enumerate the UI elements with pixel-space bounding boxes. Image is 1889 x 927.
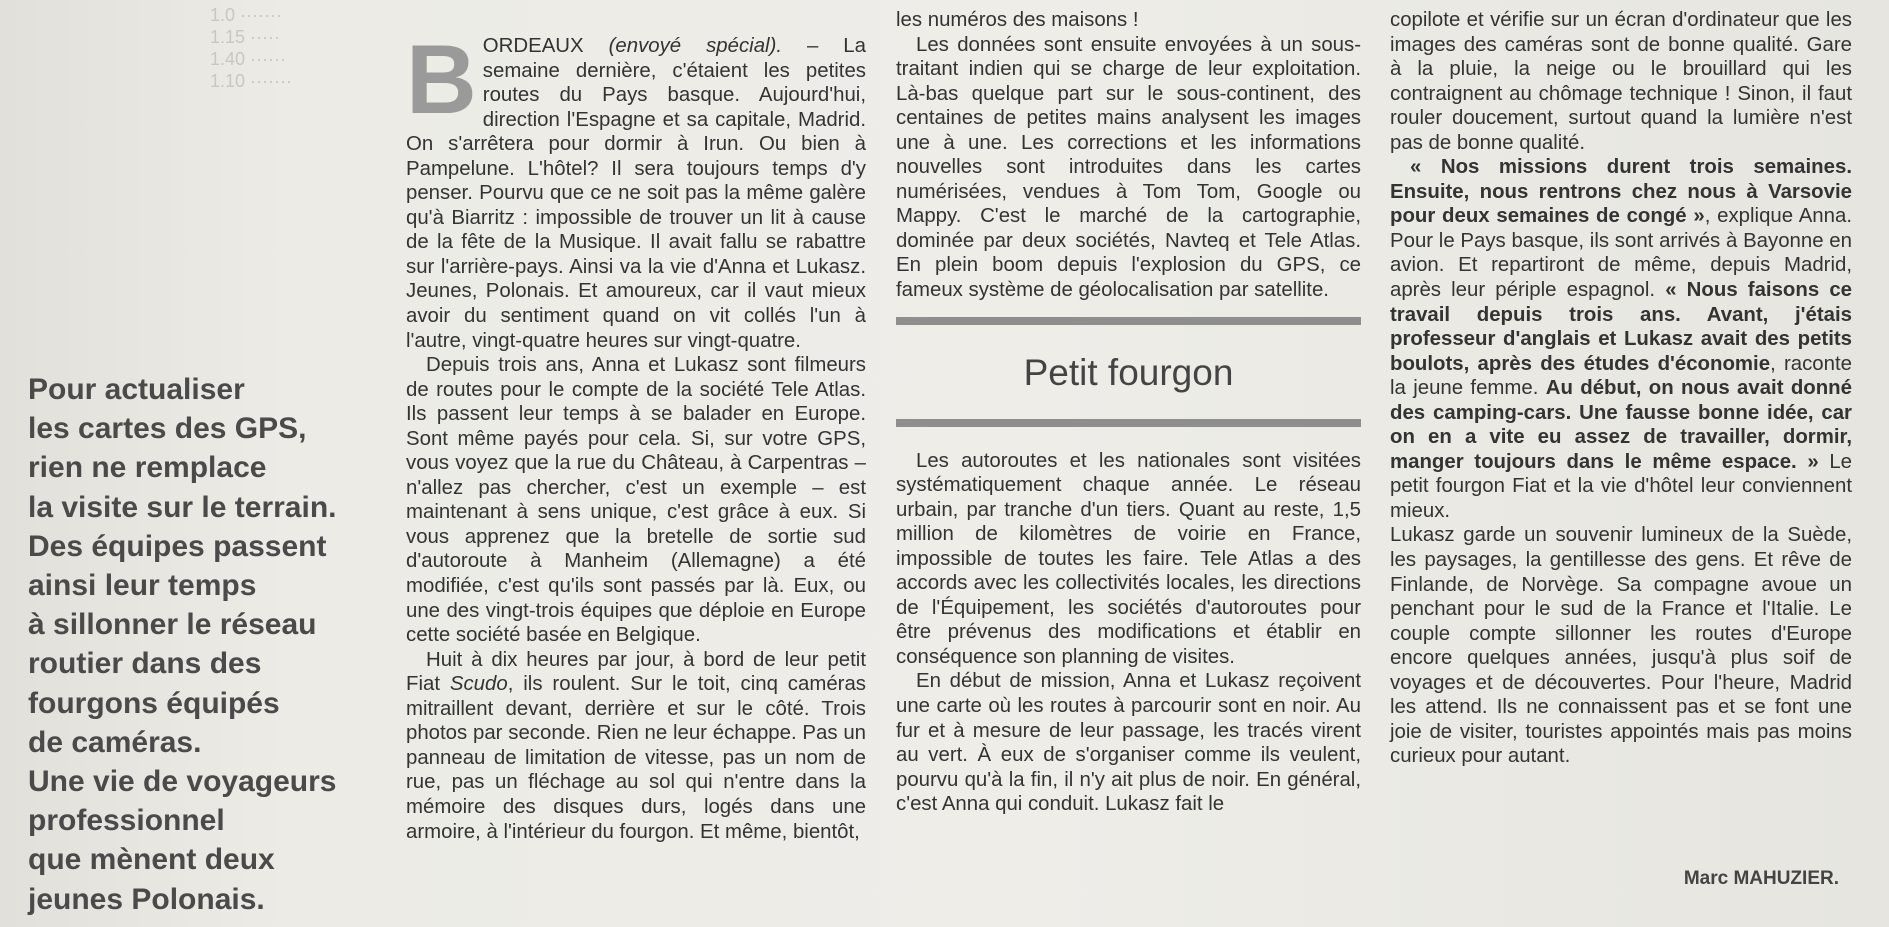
quote: « Nos missions durent trois semaines. Ensuite, nous rentrons chez nous à Varsovie pour deux semaines de congé » <box>1390 156 1852 228</box>
article-column-3 <box>1390 8 1852 769</box>
teaser-line: ainsi leur temps <box>28 569 257 603</box>
subhead-rule-bottom <box>896 419 1361 427</box>
paragraph <box>406 648 866 844</box>
paragraph <box>1390 155 1852 523</box>
dateline: ORDEAUX <box>482 35 584 57</box>
paragraph: les numéros des maisons ! <box>896 9 1139 31</box>
paragraph-text: , raconte la jeune femme. <box>1390 352 1852 400</box>
dateline-note: (envoyé spécial). <box>608 35 783 57</box>
paragraph: copilote et vérifie sur un écran d'ordinateur que les images des caméras sont de bonne qualité. Gare à la pluie, la neige ou le brouillard qui les contraignent au chômage technique ! Sinon, il faut rouler doucement, surtout quand la lumière n'est pas de bonne qualité. <box>1390 9 1852 154</box>
paragraph-text: Le petit fourgon Fiat et la vie d'hôtel leur conviennent mieux. <box>1390 450 1852 522</box>
paragraph: Depuis trois ans, Anna et Lukasz sont filmeurs de routes pour le compte de la société Tele Atlas. Ils passent leur temps à se balader en Europe. Sont même payés pour cela. Si, sur votre GPS, vous voyez que la rue du Château, à Carpentras – n'allez pas chercher, c'est un exemple – est maintenant à sens unique, c'est grâce à eux. Si vous apprenez que la bretelle de sortie sud d'autoroute à Manheim (Allemagne) a été modifiée, c'est qu'ils sont passés par là. Eux, ou une des vingt-trois équipes que déploie en Europe cette société basée en Belgique. <box>406 354 866 647</box>
teaser-line: professionnel <box>28 804 225 838</box>
paragraph: Les données sont ensuite envoyées à un sous-traitant indien qui se charge de leur exploitation. Là-bas quelque part sur le sous-continent, des centaines de petites mains analysent les images une à une. Les corrections et les informations nouvelles sont introduites dans les cartes numérisées, vendues à Tom Tom, Google ou Mappy. C'est le marché de la cartographie, dominée par deux sociétés, Navteq et Tele Atlas. En plein boom depuis l'explosion du GPS, ce fameux système de géolocalisation par satellite. <box>896 33 1361 302</box>
teaser-line: à sillonner le réseau <box>28 608 317 642</box>
teaser-line: de caméras. <box>28 725 202 759</box>
paragraph: Les autoroutes et les nationales sont visitées systématiquement chaque année. Le réseau urbain, par tranche d'un tiers. Quant au reste, 1,5 million de kilomètres de voirie en France, impossible de toutes les faire. Tele Atlas a des accords avec les collectivités locales, les directions de l'Équipement, les sociétés d'autoroutes pour être prévenus des modifications et établir en conséquence son planning de visites. <box>896 449 1361 668</box>
article-column-2 <box>896 8 1361 817</box>
paragraph-text: – La semaine dernière, c'étaient les petites routes du Pays basque. Aujourd'hui, direction l'Espagne et sa capitale, Madrid. On s'arrêtera pour dormir à Irun. Ou bien à Pampelune. L'hôtel? Il sera toujours temps d'y penser. Pourvu que ce ne soit pas la même galère qu'à Biarritz : impossible de trouver un lit à cause de la fête de la Musique. Il avait fallu se rabattre sur l'arrière-pays. Ainsi va la vie d'Anna et Lukasz. Jeunes, Polonais. Et amoureux, car il vaut mieux avoir du sentiment quand on vit collés l'un à l'autre, vingt-quatre heures sur vingt-quatre. <box>406 35 866 352</box>
paragraph-text: , ils roulent. Sur le toit, cinq caméras mitraillent devant, derrière et sur le côté. Trois photos par seconde. Rien ne leur échappe. Pas un panneau de limitation de vitesse, pas un nom de rue, pas un fléchage au sol qui n'entre dans la mémoire des disques durs, logés dans une armoire, à l'intérieur du fourgon. Et même, bientôt, <box>406 673 866 843</box>
teaser-line: rien ne remplace <box>28 451 267 485</box>
teaser-line: jeunes Polonais. <box>28 882 265 916</box>
drop-cap: B <box>406 24 477 134</box>
paragraph-text: Huit à dix heures par jour, à bord de leur petit Fiat <box>406 648 866 696</box>
teaser-line: la visite sur le terrain. <box>28 490 337 524</box>
article-teaser <box>28 370 388 919</box>
byline: Marc MAHUZIER. <box>1683 868 1839 889</box>
teaser-line: Pour actualiser <box>28 373 245 406</box>
subheading: Petit fourgon <box>1023 351 1234 393</box>
teaser-line: routier dans des <box>28 647 262 681</box>
paragraph <box>406 24 866 353</box>
teaser-line: Des équipes passent <box>28 529 327 563</box>
teaser-line: Une vie de voyageurs <box>28 765 337 799</box>
paragraph: Lukasz garde un souvenir lumineux de la Suède, les paysages, la gentillesse des gens. Et rêve de Finlande, de Norvège. Sa compagne avoue un penchant pour le sud de la France et l'Italie. Le couple compte sillonner les routes d'Europe encore quelques années, jusqu'à plus soif de voyages et de découvertes. Pour l'heure, Madrid les attend. Ils ne connaissent pas et se font une joie de visiter, touristes appointés mais pas moins curieux pour autant. <box>1390 524 1852 768</box>
vehicle-model: Scudo <box>449 673 508 696</box>
subhead-rule-top <box>896 317 1361 325</box>
quote: Au début, on nous avait donné des camping-cars. Une fausse bonne idée, car on en a vite eu assez de travailler, dormir, manger toujours dans le même espace. » <box>1390 377 1852 473</box>
paragraph-text: , explique Anna. Pour le Pays basque, ils sont arrivés à Bayonne en avion. Et repartiront de même, depuis Madrid, après leur périple espagnol. <box>1390 205 1852 302</box>
teaser-line: fourgons équipés <box>28 686 280 720</box>
paragraph: En début de mission, Anna et Lukasz reçoivent une carte où les routes à parcourir sont en noir. Au fur et à mesure de leur passage, les tracés virent au vert. À eux de s'organiser comme ils veulent, pourvu qu'à la fin, il n'y ait plus de noir. En général, c'est Anna qui conduit. Lukasz fait le <box>896 670 1361 816</box>
teaser-line: les cartes des GPS, <box>28 412 307 446</box>
article-column-1 <box>406 24 866 844</box>
quote: « Nous faisons ce travail depuis trois ans. Avant, j'étais professeur d'anglais et Lukasz avait des petits boulots, après des études d'économie <box>1390 279 1852 375</box>
bleed-through-text: 1.0 ······· 1.15 ····· 1.40 ······ 1.10 ······· <box>210 5 292 91</box>
teaser-line: que mènent deux <box>28 843 275 877</box>
